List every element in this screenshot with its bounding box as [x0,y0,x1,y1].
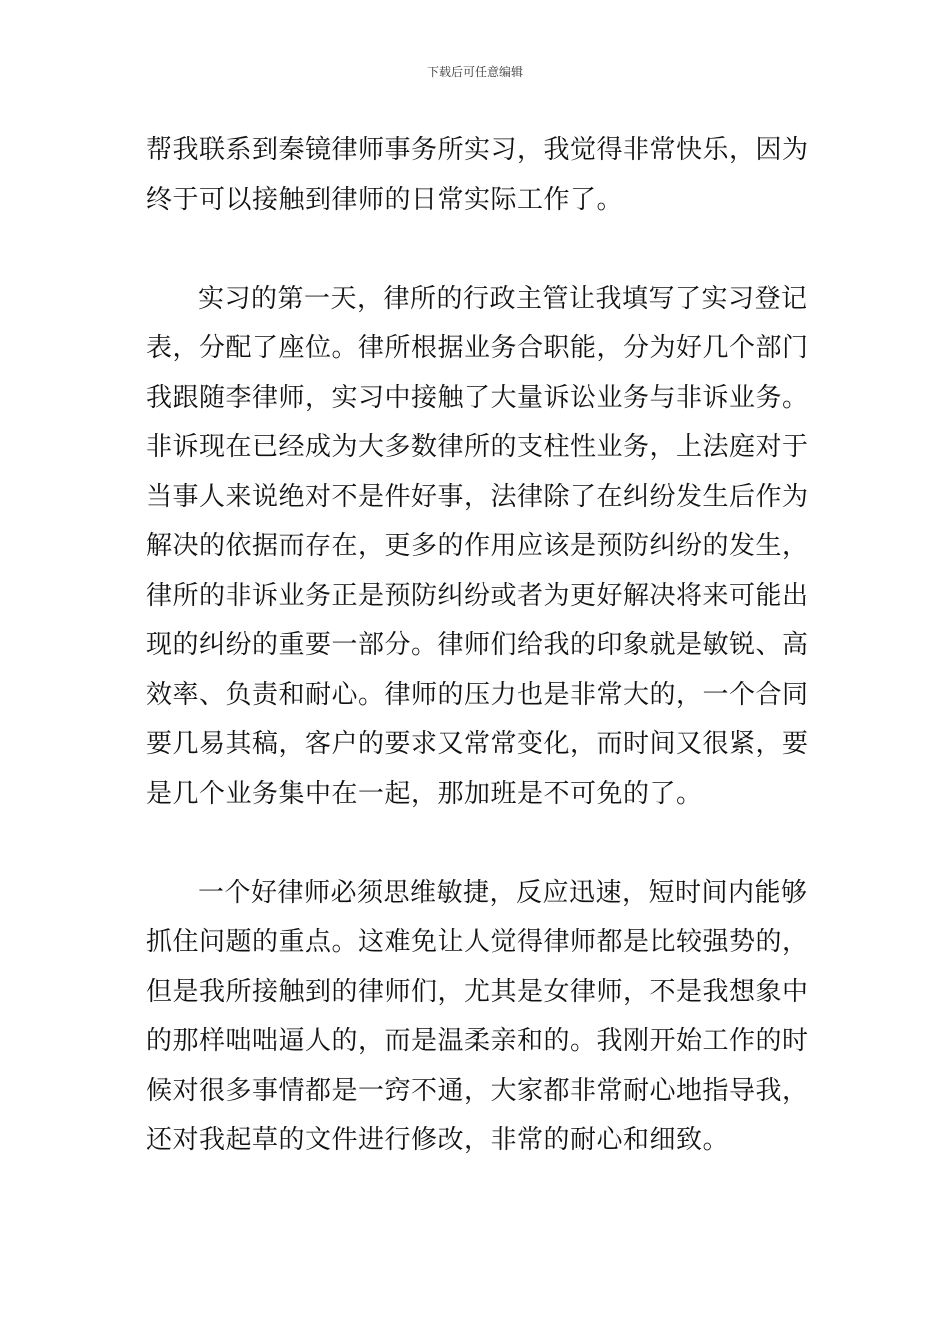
text-line: 要几易其稿，客户的要求又常常变化，而时间又很紧，要 [146,729,809,759]
text-line: 候对很多事情都是一窍不通，大家都非常耐心地指导我， [146,1075,809,1106]
text-line: 的那样咄咄逼人的，而是温柔亲和的。我刚开始工作的时 [146,1026,809,1056]
paragraph-2 [146,275,816,820]
text-line: 我跟随李律师，实习中接触了大量诉讼业务与非诉业务。 [146,382,809,413]
text-line: 现的纠纷的重要一部分。律师们给我的印象就是敏锐、高 [146,630,809,660]
text-line: 终于可以接触到律师的日常实际工作了。 [146,184,624,215]
text-line: 表，分配了座位。律所根据业务合职能，分为好几个部门 [146,333,809,363]
page-header: 下载后可任意编辑 [426,65,523,79]
text-line: 帮我联系到秦镜律师事务所实习，我觉得非常快乐，因为 [146,135,809,165]
document-body [146,126,816,1166]
text-line: 解决的依据而存在，更多的作用应该是预防纠纷的发生， [146,531,809,561]
paragraph-spacer [146,819,816,869]
text-line: 实习的第一天，律所的行政主管让我填写了实习登记 [198,283,808,314]
text-line: 律所的非诉业务正是预防纠纷或者为更好解决将来可能出 [146,580,809,611]
text-line: 非诉现在已经成为大多数律所的支柱性业务，上法庭对于 [146,432,809,462]
text-line: 还对我起草的文件进行修改，非常的耐心和细致。 [146,1125,730,1155]
text-line: 效率、负责和耐心。律师的压力也是非常大的，一个合同 [146,679,809,710]
text-line: 是几个业务集中在一起，那加班是不可免的了。 [146,778,703,809]
paragraph-3 [146,869,816,1166]
text-line: 抓住问题的重点。这难免让人觉得律师都是比较强势的， [146,927,809,957]
paragraph-spacer [146,225,816,275]
text-line: 当事人来说绝对不是件好事，法律除了在纠纷发生后作为 [146,481,809,512]
paragraph-1 [146,126,816,225]
text-line: 但是我所接触到的律师们，尤其是女律师，不是我想象中 [146,976,809,1007]
text-line: 一个好律师必须思维敏捷，反应迅速，短时间内能够 [198,877,808,908]
